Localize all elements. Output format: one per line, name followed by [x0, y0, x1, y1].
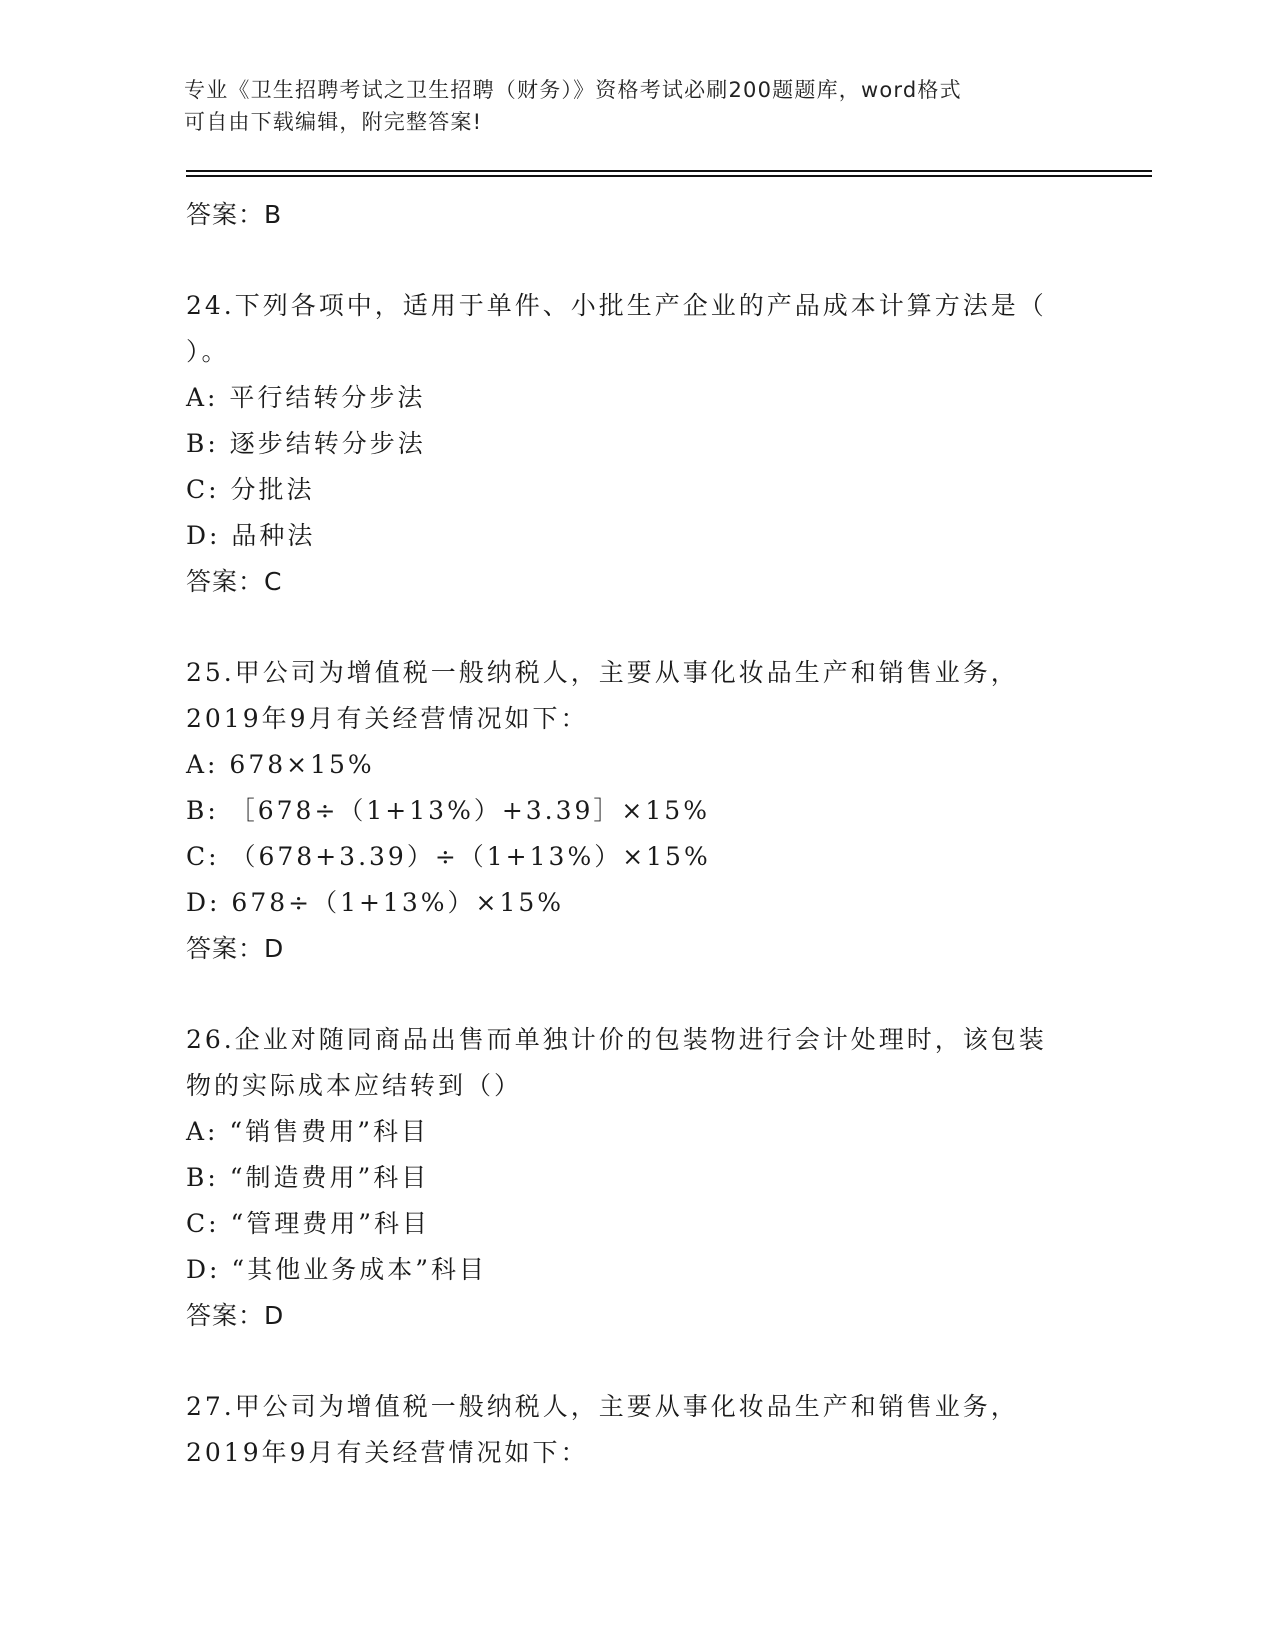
question-block	[186, 650, 1106, 972]
option-b: B: ［678÷（1+13%）+3.39］×15%	[186, 796, 710, 825]
spacer	[186, 972, 1106, 1017]
question-block	[186, 1017, 1106, 1339]
question-text: 26.企业对随同商品出售而单独计价的包装物进行会计处理时，该包装	[186, 1025, 1047, 1054]
header-line-2: 可自由下载编辑，附完整答案!	[184, 110, 483, 134]
option-d: D: “其他业务成本”科目	[186, 1255, 487, 1284]
question-text: 2019年9月有关经营情况如下：	[186, 1438, 589, 1467]
option-d: D: 678÷（1+13%）×15%	[186, 888, 565, 917]
header-line-1: 专业《卫生招聘考试之卫生招聘（财务）》资格考试必刷200题题库，word格式	[184, 78, 962, 102]
option-a: A: 平行结转分步法	[186, 383, 426, 412]
option-a: A: “销售费用”科目	[186, 1117, 429, 1146]
header-rule-top	[186, 170, 1152, 172]
option-c: C: “管理费用”科目	[186, 1209, 431, 1238]
question-block	[186, 283, 1106, 605]
spacer	[186, 238, 1106, 283]
option-b: B: 逐步结转分步法	[186, 429, 426, 458]
question-text: 25.甲公司为增值税一般纳税人，主要从事化妆品生产和销售业务，	[186, 658, 1019, 687]
question-text: 24.下列各项中，适用于单件、小批生产企业的产品成本计算方法是（	[186, 291, 1047, 320]
answer-line: 答案：B	[186, 200, 283, 229]
header-rule-bottom	[186, 175, 1152, 177]
question-text: 物的实际成本应结转到（）	[186, 1071, 523, 1100]
question-block	[186, 1384, 1106, 1476]
answer-line: 答案：C	[186, 567, 283, 596]
option-d: D: 品种法	[186, 521, 316, 550]
question-text: 27.甲公司为增值税一般纳税人，主要从事化妆品生产和销售业务，	[186, 1392, 1019, 1421]
option-b: B: “制造费用”科目	[186, 1163, 430, 1192]
spacer	[186, 605, 1106, 650]
option-c: C: （678+3.39）÷（1+13%）×15%	[186, 842, 711, 871]
option-c: C: 分批法	[186, 475, 315, 504]
question-text: ）。	[186, 337, 230, 366]
question-text: 2019年9月有关经营情况如下：	[186, 704, 589, 733]
spacer	[186, 1339, 1106, 1384]
question-list	[186, 192, 1106, 1476]
answer-line: 答案：D	[186, 934, 285, 963]
option-a: A: 678×15%	[186, 750, 375, 779]
answer-line: 答案：D	[186, 1301, 285, 1330]
